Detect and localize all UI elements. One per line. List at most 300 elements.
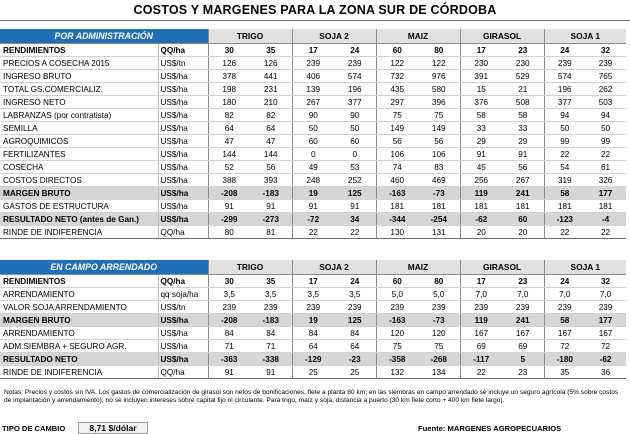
value-cell: 17 xyxy=(292,275,334,288)
value-cell: 252 xyxy=(334,174,376,187)
value-cell: 376 xyxy=(460,96,502,109)
table-row xyxy=(0,109,626,122)
value-cell: 119 xyxy=(460,314,502,327)
value-cell: 765 xyxy=(585,70,626,83)
value-cell: 262 xyxy=(585,83,626,96)
value-cell: 460 xyxy=(376,174,418,187)
value-cell: 56 xyxy=(250,161,292,174)
value-cell: -163 xyxy=(376,187,418,200)
value-cell: 106 xyxy=(418,148,460,161)
value-cell: 84 xyxy=(334,327,376,340)
value-cell: -62 xyxy=(460,213,502,226)
value-cell: -208 xyxy=(208,314,250,327)
value-cell: -208 xyxy=(208,187,250,200)
row-label: RESULTADO NETO (antes de Gan.) xyxy=(0,213,158,226)
value-cell: 230 xyxy=(502,57,544,70)
row-unit: US$/ha xyxy=(158,148,208,161)
value-cell: 230 xyxy=(460,57,502,70)
table-row xyxy=(0,340,626,353)
value-cell: 106 xyxy=(376,148,418,161)
row-unit: US$/ha xyxy=(158,96,208,109)
value-cell: 130 xyxy=(376,226,418,239)
value-cell: 248 xyxy=(292,174,334,187)
value-cell: 74 xyxy=(376,161,418,174)
value-cell: 196 xyxy=(544,83,585,96)
value-cell: 60 xyxy=(376,275,418,288)
value-cell: 231 xyxy=(250,83,292,96)
value-cell: 64 xyxy=(208,122,250,135)
value-cell: 377 xyxy=(334,96,376,109)
value-cell: 23 xyxy=(502,366,544,379)
value-cell: 99 xyxy=(544,135,585,148)
value-cell: -163 xyxy=(376,314,418,327)
value-cell: 181 xyxy=(544,200,585,213)
value-cell: 396 xyxy=(418,96,460,109)
table-row xyxy=(0,83,626,96)
row-unit: US$/ha xyxy=(158,314,208,327)
value-cell: 239 xyxy=(292,301,334,314)
value-cell: -183 xyxy=(250,187,292,200)
value-cell: 181 xyxy=(502,200,544,213)
value-cell: 17 xyxy=(460,44,502,57)
value-cell: 91 xyxy=(334,200,376,213)
table-row xyxy=(0,288,626,301)
value-cell: -268 xyxy=(418,353,460,366)
value-cell: 976 xyxy=(418,70,460,83)
value-cell: 34 xyxy=(334,213,376,226)
crop-header-maiz: MAIZ xyxy=(376,29,460,44)
value-cell: 23 xyxy=(502,44,544,57)
table-row xyxy=(0,353,626,366)
value-cell: -183 xyxy=(250,314,292,327)
value-cell: 49 xyxy=(292,161,334,174)
value-cell: 22 xyxy=(460,366,502,379)
crop-header-soja-1: SOJA 1 xyxy=(544,260,626,275)
row-label: SEMILLA xyxy=(0,122,158,135)
value-cell: 91 xyxy=(502,148,544,161)
value-cell: 149 xyxy=(418,122,460,135)
value-cell: 297 xyxy=(376,96,418,109)
administration-table xyxy=(0,29,626,239)
value-cell: 177 xyxy=(585,187,626,200)
value-cell: 7,0 xyxy=(460,288,502,301)
value-cell: 29 xyxy=(460,135,502,148)
value-cell: 5,0 xyxy=(376,288,418,301)
row-label: RENDIMIENTOS xyxy=(0,275,158,288)
value-cell: 60 xyxy=(376,44,418,57)
value-cell: 84 xyxy=(292,327,334,340)
value-cell: 435 xyxy=(376,83,418,96)
value-cell: 149 xyxy=(376,122,418,135)
value-cell: 84 xyxy=(208,327,250,340)
row-unit: US$/ha xyxy=(158,327,208,340)
value-cell: 36 xyxy=(585,366,626,379)
row-label: RENDIMIENTOS xyxy=(0,44,158,57)
value-cell: 71 xyxy=(208,340,250,353)
row-label: ARRENDAMIENTO xyxy=(0,327,158,340)
value-cell: 60 xyxy=(502,213,544,226)
value-cell: 239 xyxy=(334,57,376,70)
value-cell: 134 xyxy=(418,366,460,379)
row-label: INGRESO NETO xyxy=(0,96,158,109)
value-cell: 25 xyxy=(334,366,376,379)
row-unit: US$/ha xyxy=(158,135,208,148)
crop-header-girasol: GIRASOL xyxy=(460,29,544,44)
value-cell: 239 xyxy=(376,301,418,314)
row-unit: US$/ha xyxy=(158,340,208,353)
value-cell: -23 xyxy=(334,353,376,366)
value-cell: 22 xyxy=(334,226,376,239)
value-cell: 406 xyxy=(292,70,334,83)
value-cell: 50 xyxy=(544,122,585,135)
table-row xyxy=(0,213,626,226)
value-cell: 580 xyxy=(418,83,460,96)
crop-header-trigo: TRIGO xyxy=(208,29,292,44)
value-cell: 20 xyxy=(460,226,502,239)
value-cell: 82 xyxy=(208,109,250,122)
exchange-rate-label: TIPO DE CAMBIO xyxy=(2,424,66,433)
value-cell: 64 xyxy=(292,340,334,353)
value-cell: -344 xyxy=(376,213,418,226)
value-cell: 19 xyxy=(292,187,334,200)
value-cell: 22 xyxy=(544,148,585,161)
value-cell: -4 xyxy=(585,213,626,226)
value-cell: 239 xyxy=(460,301,502,314)
value-cell: 47 xyxy=(250,135,292,148)
table-row xyxy=(0,366,626,379)
value-cell: 91 xyxy=(208,200,250,213)
value-cell: 24 xyxy=(544,275,585,288)
value-cell: 3,5 xyxy=(292,288,334,301)
value-cell: -299 xyxy=(208,213,250,226)
table-row xyxy=(0,187,626,200)
value-cell: 529 xyxy=(502,70,544,83)
section-header: EN CAMPO ARRENDADO xyxy=(0,260,208,275)
value-cell: 144 xyxy=(250,148,292,161)
value-cell: 91 xyxy=(292,200,334,213)
row-unit: US$/ha xyxy=(158,109,208,122)
value-cell: 24 xyxy=(544,44,585,57)
value-cell: 7,0 xyxy=(502,288,544,301)
value-cell: 3,5 xyxy=(334,288,376,301)
value-cell: 19 xyxy=(292,314,334,327)
value-cell: 75 xyxy=(376,340,418,353)
value-cell: 144 xyxy=(208,148,250,161)
value-cell: 84 xyxy=(250,327,292,340)
value-cell: 29 xyxy=(502,135,544,148)
value-cell: 45 xyxy=(460,161,502,174)
row-label: MARGEN BRUTO xyxy=(0,187,158,200)
value-cell: 83 xyxy=(418,161,460,174)
row-unit: US$/tn xyxy=(158,57,208,70)
value-cell: 0 xyxy=(334,148,376,161)
value-cell: 378 xyxy=(208,70,250,83)
value-cell: -72 xyxy=(292,213,334,226)
value-cell: 80 xyxy=(208,226,250,239)
value-cell: 60 xyxy=(292,135,334,148)
value-cell: 0 xyxy=(292,148,334,161)
value-cell: -358 xyxy=(376,353,418,366)
footer xyxy=(0,422,630,434)
row-unit: QQ/ha xyxy=(158,275,208,288)
value-cell: 50 xyxy=(292,122,334,135)
row-unit: US$/ha xyxy=(158,161,208,174)
table-row xyxy=(0,226,626,239)
row-unit: US$/ha xyxy=(158,174,208,187)
value-cell: 3,5 xyxy=(208,288,250,301)
row-label: RINDE DE INDIFERENCIA xyxy=(0,226,158,239)
value-cell: 90 xyxy=(292,109,334,122)
value-cell: 21 xyxy=(502,83,544,96)
table-row xyxy=(0,200,626,213)
value-cell: 267 xyxy=(502,174,544,187)
value-cell: 126 xyxy=(208,57,250,70)
value-cell: -363 xyxy=(208,353,250,366)
row-unit: US$/tn xyxy=(158,301,208,314)
section-header: POR ADMINISTRACIÓN xyxy=(0,29,208,44)
value-cell: 32 xyxy=(585,275,626,288)
value-cell: 139 xyxy=(292,83,334,96)
value-cell: 52 xyxy=(208,161,250,174)
value-cell: 81 xyxy=(250,226,292,239)
value-cell: 441 xyxy=(250,70,292,83)
value-cell: 574 xyxy=(334,70,376,83)
table-row xyxy=(0,135,626,148)
value-cell: 35 xyxy=(544,366,585,379)
row-label: TOTAL GS.COMERCIALIZ. xyxy=(0,83,158,96)
row-label: GASTOS DE ESTRUCTURA xyxy=(0,200,158,213)
value-cell: 239 xyxy=(502,301,544,314)
value-cell: 69 xyxy=(460,340,502,353)
value-cell: 210 xyxy=(250,96,292,109)
value-cell: 319 xyxy=(544,174,585,187)
value-cell: 91 xyxy=(250,200,292,213)
value-cell: 60 xyxy=(334,135,376,148)
value-cell: 91 xyxy=(208,366,250,379)
value-cell: 50 xyxy=(334,122,376,135)
value-cell: 61 xyxy=(585,161,626,174)
table-row xyxy=(0,70,626,83)
value-cell: 94 xyxy=(544,109,585,122)
table-row xyxy=(0,44,626,57)
value-cell: 239 xyxy=(544,57,585,70)
value-cell: 132 xyxy=(376,366,418,379)
value-cell: 239 xyxy=(585,301,626,314)
value-cell: 22 xyxy=(585,226,626,239)
value-cell: -254 xyxy=(418,213,460,226)
value-cell: 125 xyxy=(334,187,376,200)
value-cell: 23 xyxy=(502,275,544,288)
value-cell: 30 xyxy=(208,44,250,57)
row-label: ARRENDAMIENTO xyxy=(0,288,158,301)
value-cell: 377 xyxy=(544,96,585,109)
row-unit: qq soja/ha xyxy=(158,288,208,301)
value-cell: 72 xyxy=(544,340,585,353)
value-cell: -338 xyxy=(250,353,292,366)
value-cell: 35 xyxy=(250,275,292,288)
value-cell: 167 xyxy=(460,327,502,340)
crop-header-trigo: TRIGO xyxy=(208,260,292,275)
value-cell: 47 xyxy=(208,135,250,148)
value-cell: 241 xyxy=(502,187,544,200)
value-cell: 5 xyxy=(502,353,544,366)
row-unit: QQ/ha xyxy=(158,226,208,239)
row-label: FERTILIZANTES xyxy=(0,148,158,161)
row-unit: QQ/ha xyxy=(158,366,208,379)
crop-header-soja-2: SOJA 2 xyxy=(292,29,376,44)
value-cell: 99 xyxy=(585,135,626,148)
row-label: ADM.SIEMBRA + SEGURO AGR. xyxy=(0,340,158,353)
value-cell: 508 xyxy=(502,96,544,109)
value-cell: 167 xyxy=(585,327,626,340)
crop-header-soja-1: SOJA 1 xyxy=(544,29,626,44)
value-cell: 30 xyxy=(208,275,250,288)
table-row xyxy=(0,327,626,340)
value-cell: 167 xyxy=(502,327,544,340)
value-cell: 94 xyxy=(585,109,626,122)
row-unit: US$/ha xyxy=(158,83,208,96)
row-label: RESULTADO NETO xyxy=(0,353,158,366)
value-cell: 75 xyxy=(376,109,418,122)
value-cell: 388 xyxy=(208,174,250,187)
value-cell: -62 xyxy=(585,353,626,366)
value-cell: 90 xyxy=(334,109,376,122)
value-cell: -73 xyxy=(418,187,460,200)
value-cell: 393 xyxy=(250,174,292,187)
value-cell: 469 xyxy=(418,174,460,187)
row-label: RINDE DE INDIFERENCIA xyxy=(0,366,158,379)
value-cell: 58 xyxy=(460,109,502,122)
value-cell: 239 xyxy=(208,301,250,314)
table-header-row xyxy=(0,260,626,275)
value-cell: 24 xyxy=(334,275,376,288)
row-label: AGROQUIMICOS xyxy=(0,135,158,148)
value-cell: 5,0 xyxy=(418,288,460,301)
row-label: LABRANZAS (por contratista) xyxy=(0,109,158,122)
value-cell: 91 xyxy=(250,366,292,379)
crop-header-soja-2: SOJA 2 xyxy=(292,260,376,275)
table-header-row xyxy=(0,29,626,44)
value-cell: -180 xyxy=(544,353,585,366)
value-cell: 22 xyxy=(544,226,585,239)
value-cell: -123 xyxy=(544,213,585,226)
value-cell: 574 xyxy=(544,70,585,83)
row-unit: US$/ha xyxy=(158,200,208,213)
value-cell: 69 xyxy=(502,340,544,353)
value-cell: 20 xyxy=(502,226,544,239)
row-label: COSECHA xyxy=(0,161,158,174)
crop-header-maiz: MAIZ xyxy=(376,260,460,275)
value-cell: 131 xyxy=(418,226,460,239)
value-cell: 256 xyxy=(460,174,502,187)
crop-header-girasol: GIRASOL xyxy=(460,260,544,275)
table-row xyxy=(0,301,626,314)
value-cell: 181 xyxy=(376,200,418,213)
table-row xyxy=(0,275,626,288)
value-cell: 326 xyxy=(585,174,626,187)
row-label: VALOR SOJA ARRENDAMIENTO xyxy=(0,301,158,314)
value-cell: 17 xyxy=(460,275,502,288)
row-label: COSTOS DIRECTOS xyxy=(0,174,158,187)
row-label: INGRESO BRUTO xyxy=(0,70,158,83)
value-cell: 180 xyxy=(208,96,250,109)
value-cell: 120 xyxy=(376,327,418,340)
value-cell: 82 xyxy=(250,109,292,122)
value-cell: 181 xyxy=(585,200,626,213)
value-cell: 732 xyxy=(376,70,418,83)
value-cell: 58 xyxy=(544,187,585,200)
row-unit: US$/ha xyxy=(158,122,208,135)
value-cell: 7,0 xyxy=(544,288,585,301)
value-cell: 33 xyxy=(460,122,502,135)
value-cell: 33 xyxy=(502,122,544,135)
value-cell: 35 xyxy=(250,44,292,57)
value-cell: 177 xyxy=(585,314,626,327)
value-cell: 53 xyxy=(334,161,376,174)
value-cell: 126 xyxy=(250,57,292,70)
value-cell: 3,5 xyxy=(250,288,292,301)
row-label: PRECIOS A COSECHA 2015 xyxy=(0,57,158,70)
value-cell: 75 xyxy=(418,109,460,122)
value-cell: 58 xyxy=(544,314,585,327)
value-cell: 91 xyxy=(460,148,502,161)
value-cell: 56 xyxy=(376,135,418,148)
value-cell: -73 xyxy=(418,314,460,327)
value-cell: 239 xyxy=(334,301,376,314)
value-cell: 239 xyxy=(585,57,626,70)
value-cell: 64 xyxy=(250,122,292,135)
row-unit: QQ/ha xyxy=(158,44,208,57)
value-cell: 7,0 xyxy=(585,288,626,301)
table-row xyxy=(0,161,626,174)
value-cell: 25 xyxy=(292,366,334,379)
value-cell: 58 xyxy=(502,109,544,122)
value-cell: 54 xyxy=(544,161,585,174)
value-cell: 181 xyxy=(418,200,460,213)
value-cell: 22 xyxy=(585,148,626,161)
row-label: MARGEN BRUTO xyxy=(0,314,158,327)
value-cell: 267 xyxy=(292,96,334,109)
value-cell: 64 xyxy=(334,340,376,353)
value-cell: 241 xyxy=(502,314,544,327)
value-cell: 119 xyxy=(460,187,502,200)
value-cell: 56 xyxy=(502,161,544,174)
table-row xyxy=(0,314,626,327)
value-cell: 198 xyxy=(208,83,250,96)
value-cell: 181 xyxy=(460,200,502,213)
row-unit: US$/ha xyxy=(158,70,208,83)
value-cell: 122 xyxy=(418,57,460,70)
table-row xyxy=(0,96,626,109)
value-cell: 120 xyxy=(418,327,460,340)
value-cell: 239 xyxy=(544,301,585,314)
value-cell: 75 xyxy=(418,340,460,353)
title-divider xyxy=(0,20,630,21)
row-unit: US$/ha xyxy=(158,213,208,226)
table-row xyxy=(0,174,626,187)
value-cell: 239 xyxy=(250,301,292,314)
value-cell: -273 xyxy=(250,213,292,226)
footnotes: Notas: Precios y costos sin IVA. Los gastos de comercialización de girasol son netos de bonificaciones, flete a planta 80 km; en las siembras en campo arrendado se incluye un seguro agrícola (5% sobre costos de implantación y arrendamiento); no se incluyen intereses sobre capital fijo ni circulante. Para trigo, maíz y soja, distancia a puerto (30 km flete corto + 400 km flete largo). xyxy=(4,389,619,405)
value-cell: 50 xyxy=(585,122,626,135)
value-cell: 239 xyxy=(418,301,460,314)
value-cell: 391 xyxy=(460,70,502,83)
value-cell: -117 xyxy=(460,353,502,366)
source-credit: Fuente: MARGENES AGROPECUARIOS xyxy=(418,424,562,433)
value-cell: 24 xyxy=(334,44,376,57)
value-cell: 125 xyxy=(334,314,376,327)
page-title: COSTOS Y MARGENES PARA LA ZONA SUR DE CÓRDOBA xyxy=(133,3,497,17)
